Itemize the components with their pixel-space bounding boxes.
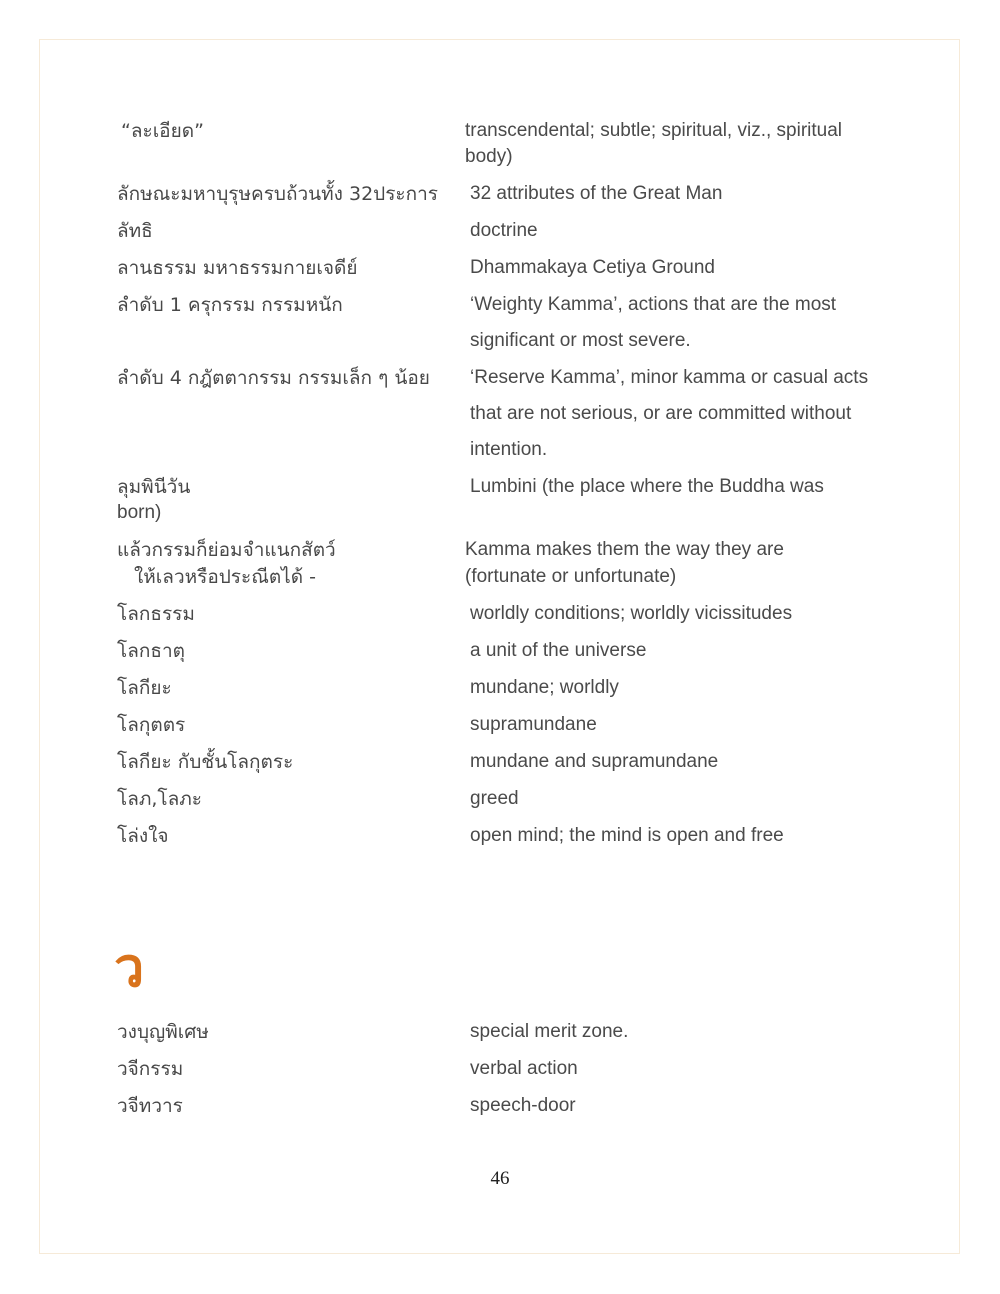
english-definition-cont: born) [117, 502, 162, 523]
thai-term: วจีทวาร [117, 1095, 183, 1117]
thai-term: ลักษณะมหาบุรุษครบถ้วนทั้ง 32ประการ [117, 183, 439, 205]
english-definition-cont: body) [465, 146, 513, 167]
thai-term: วงบุญพิเศษ [117, 1021, 209, 1043]
english-definition: Dhammakaya Cetiya Ground [470, 257, 715, 278]
english-definition-cont: (fortunate or unfortunate) [465, 566, 677, 587]
thai-term: ลานธรรม มหาธรรมกายเจดีย์ [117, 257, 358, 279]
english-definition: supramundane [470, 714, 597, 735]
thai-term: วจีกรรม [117, 1058, 184, 1080]
thai-term: แล้วกรรมก็ย่อมจำแนกสัตว์ [117, 539, 336, 561]
thai-term: โลกียะ กับชั้นโลกุตระ [117, 751, 294, 773]
english-definition: Lumbini (the place where the Buddha was [470, 476, 824, 497]
thai-term: โลกธรรม [117, 603, 195, 625]
thai-term: โล่งใจ [117, 825, 169, 847]
english-definition: ‘Weighty Kamma’, actions that are the most [470, 294, 837, 315]
english-definition: verbal action [470, 1058, 578, 1079]
english-definition-cont: that are not serious, or are committed without [470, 403, 852, 424]
english-definition: worldly conditions; worldly vicissitudes [470, 603, 793, 624]
english-definition: transcendental; subtle; spiritual, viz., spiritual [465, 120, 843, 141]
english-definition: doctrine [470, 220, 538, 241]
thai-term: ลำดับ 4 กฎัตตากรรม กรรมเล็ก ๆ น้อย [117, 367, 430, 389]
thai-term: โลภ,โลภะ [117, 788, 202, 810]
english-definition-cont: significant or most severe. [470, 330, 691, 351]
english-definition: ‘Reserve Kamma’, minor kamma or casual acts [470, 367, 869, 388]
english-definition: open mind; the mind is open and free [470, 825, 784, 846]
page-number: 46 [490, 1168, 510, 1189]
english-definition: mundane; worldly [470, 677, 619, 698]
thai-term: โลกธาตุ [117, 640, 185, 662]
thai-term: ลำดับ 1 ครุกรรม กรรมหนัก [117, 294, 343, 316]
english-definition: greed [470, 788, 519, 809]
english-definition: a unit of the universe [470, 640, 647, 661]
section-letter-heading: ว [114, 936, 145, 999]
thai-term: ลุมพินีวัน [117, 476, 191, 498]
english-definition: mundane and supramundane [470, 751, 719, 772]
english-definition: Kamma makes them the way they are [465, 539, 784, 560]
thai-term: โลกุตตร [117, 714, 186, 736]
english-definition: special merit zone. [470, 1021, 629, 1042]
thai-term-cont: ให้เลวหรือประณีตได้ - [134, 566, 316, 588]
thai-term: “ละเอียด” [121, 120, 204, 142]
thai-term: ลัทธิ [117, 220, 153, 242]
thai-term: โลกียะ [117, 677, 172, 699]
english-definition-cont: intention. [470, 439, 548, 460]
english-definition: speech-door [470, 1095, 576, 1116]
english-definition: 32 attributes of the Great Man [470, 183, 723, 204]
